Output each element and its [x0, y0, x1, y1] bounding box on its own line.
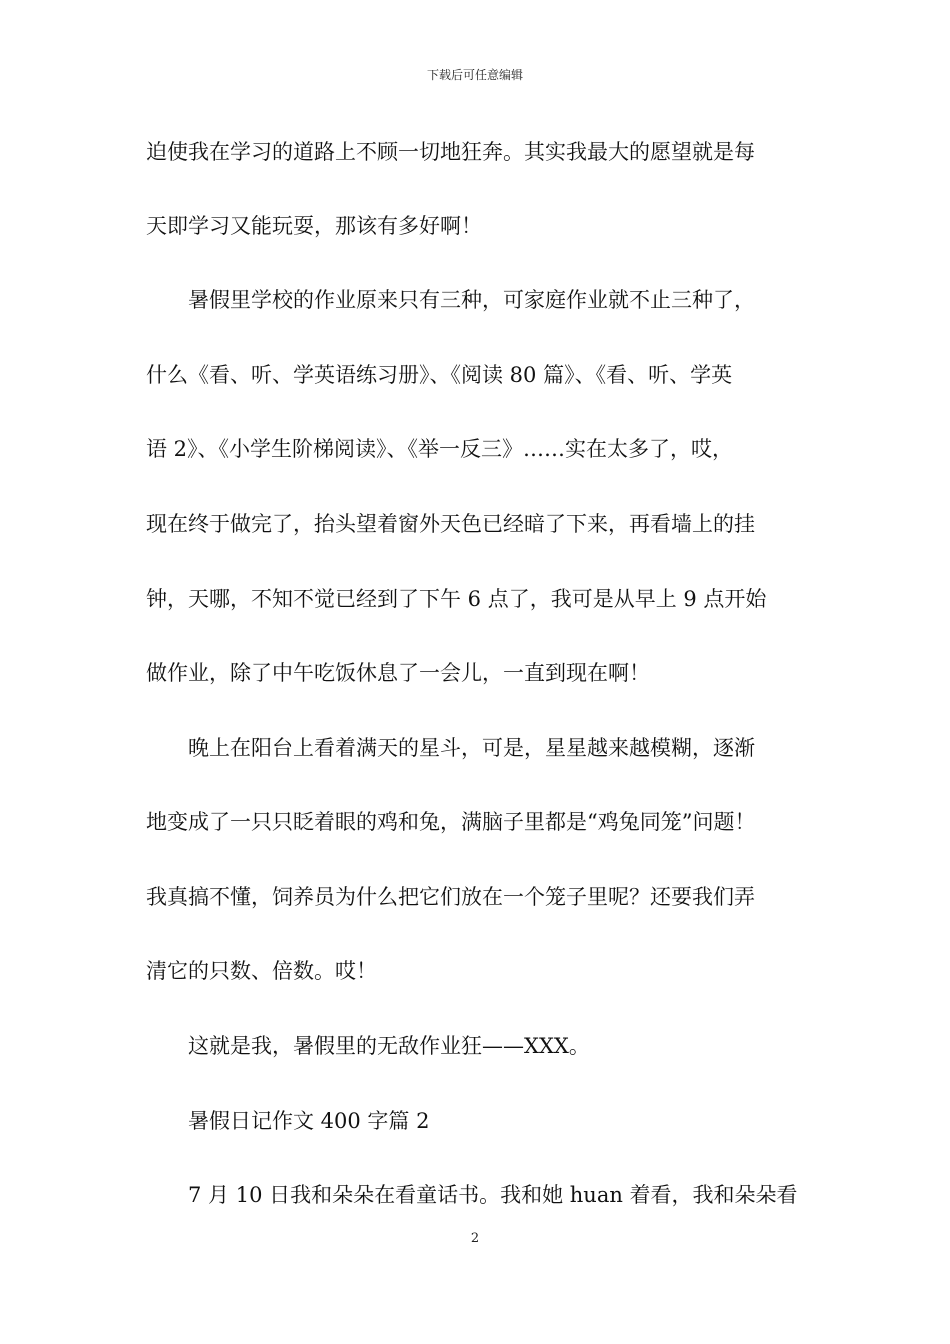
paragraph-start: 7 月 10 日我和朵朵在看童话书。我和她 huan 着看，我和朵朵看: [188, 1183, 798, 1207]
page-number: 2: [470, 1231, 480, 1246]
paragraph-start: 暑假里学校的作业原来只有三种，可家庭作业就不止三种了，: [188, 288, 755, 312]
text-line: 地变成了一只只眨着眼的鸡和兔，满脑子里都是“鸡兔同笼”问题！: [146, 810, 756, 834]
paragraph-start: 这就是我，暑假里的无敌作业狂——XXX。: [188, 1034, 590, 1058]
paragraph-start: 晚上在阳台上看着满天的星斗，可是，星星越来越模糊，逐渐: [188, 736, 755, 760]
text-line: 天即学习又能玩耍，那该有多好啊！: [146, 214, 482, 238]
text-line: 清它的只数、倍数。哎！: [146, 959, 377, 983]
text-line: 钟，天哪，不知不觉已经到了下午 6 点了，我可是从早上 9 点开始: [146, 587, 767, 611]
text-line: 什么《看、听、学英语练习册》、《阅读 80 篇》、《看、听、学英: [146, 363, 733, 387]
text-line: 迫使我在学习的道路上不顾一切地狂奔。其实我最大的愿望就是每: [146, 140, 755, 164]
section-heading: 暑假日记作文 400 字篇 2: [188, 1109, 430, 1133]
text-line: 做作业，除了中午吃饭休息了一会儿，一直到现在啊！: [146, 661, 650, 685]
text-line: 语 2》、《小学生阶梯阅读》、《举一反三》……实在太多了，哎，: [146, 437, 734, 461]
page-header: 下载后可任意编辑: [426, 68, 523, 82]
text-line: 现在终于做完了，抬头望着窗外天色已经暗了下来，再看墙上的挂: [146, 512, 755, 536]
text-line: 我真搞不懂，饲养员为什么把它们放在一个笼子里呢？还要我们弄: [146, 885, 755, 909]
